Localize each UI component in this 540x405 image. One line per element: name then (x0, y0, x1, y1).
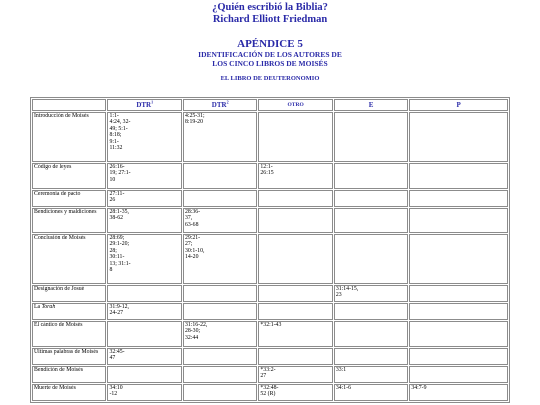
table-row (32, 163, 508, 189)
table-cell: 32:45- 47 (107, 348, 181, 365)
table-cell: 33:1 (334, 366, 408, 383)
table-cell: 28:69; 29:1-20; 28; 30:11- 13; 31:1- 8 (107, 234, 181, 284)
table-cell (258, 303, 332, 320)
table-cell: 34:1-6 (334, 384, 408, 401)
table-cell (258, 285, 332, 302)
table-row (32, 384, 508, 401)
table-cell (183, 190, 257, 207)
table-cell (258, 112, 332, 162)
table-cell (183, 366, 257, 383)
table-cell (334, 208, 408, 233)
document-author: Richard Elliott Friedman (212, 14, 328, 25)
table-cell (183, 384, 257, 401)
column-header-label: OTRO (287, 102, 304, 108)
row-label: La Torah (32, 303, 106, 320)
section-heading: EL LIBRO DE DEUTERONOMIO (220, 75, 320, 82)
row-label: Ceremonia de pacto (32, 190, 106, 207)
table-cell: *32:48- 52 (R) (258, 384, 332, 401)
table-cell (334, 348, 408, 365)
table-cell (107, 285, 181, 302)
appendix-subtitle-line2: LOS CINCO LIBROS DE MOISÉS (212, 59, 328, 68)
table-cell (409, 208, 508, 233)
table-row (32, 348, 508, 365)
column-header (409, 99, 508, 111)
row-label: El cántico de Moisés (32, 321, 106, 347)
table-row (32, 366, 508, 383)
column-header-label: P (456, 101, 461, 109)
table-cell (334, 163, 408, 189)
row-label: Bendiciones y maldiciones (32, 208, 106, 233)
table-row (32, 285, 508, 302)
table-cell: 26:16- 19; 27:1- 10 (107, 163, 181, 189)
table-cell: 29:21- 27; 30:1-10, 14-20 (183, 234, 257, 284)
row-label: Bendición de Moisés (32, 366, 106, 383)
table-cell (183, 163, 257, 189)
column-header (258, 99, 332, 111)
table-cell: 31:9-12, 24-27 (107, 303, 181, 320)
column-header (107, 99, 181, 111)
table-cell (183, 348, 257, 365)
table-cell: *32:1-43 (258, 321, 332, 347)
table-cell (409, 285, 508, 302)
table-row (32, 190, 508, 207)
row-label: Conclusión de Moisés (32, 234, 106, 284)
column-header-superscript: 1 (151, 99, 154, 105)
table-header-row (32, 99, 508, 111)
column-header-label: E (368, 101, 374, 109)
row-label: Código de leyes (32, 163, 106, 189)
table-cell (409, 348, 508, 365)
table-cell: 12:1- 26:15 (258, 163, 332, 189)
column-header (334, 99, 408, 111)
table-cell (107, 366, 181, 383)
appendix-heading: APÉNDICE 5 (237, 38, 303, 50)
table-cell (334, 321, 408, 347)
row-label: Designación de Josué (32, 285, 106, 302)
table-row (32, 234, 508, 284)
table-cell (258, 234, 332, 284)
table-cell: *33:2- 27 (258, 366, 332, 383)
table-cell (334, 112, 408, 162)
table-cell (409, 321, 508, 347)
table-cell (409, 190, 508, 207)
table-cell: 28:1-35, 38-62 (107, 208, 181, 233)
row-label: Introducción de Moisés (32, 112, 106, 162)
table-cell: 1:1- 4:24, 32- 49; 5:1- 8:18; 9:1- 11:32 (107, 112, 181, 162)
column-header (183, 99, 257, 111)
appendix-subtitle-line1: IDENTIFICACIÓN DE LOS AUTORES DE (198, 50, 342, 59)
table-cell (334, 190, 408, 207)
table-cell (409, 303, 508, 320)
column-header (32, 99, 106, 111)
table-row (32, 321, 508, 347)
table-cell (409, 234, 508, 284)
table-row (32, 303, 508, 320)
column-header-superscript: 2 (226, 99, 229, 105)
table-row (32, 208, 508, 233)
authorship-table (30, 97, 510, 403)
table-cell: 27:11- 26 (107, 190, 181, 207)
row-label: Últimas palabras de Moisés (32, 348, 106, 365)
document-title: ¿Quién escribió la Biblia? (212, 2, 328, 13)
table-cell (107, 321, 181, 347)
table-cell: 28:36- 37, 63-68 (183, 208, 257, 233)
table-cell: 31:14-15, 23 (334, 285, 408, 302)
table-cell (334, 234, 408, 284)
table-cell: 31:16-22, 28-30; 32:44 (183, 321, 257, 347)
table-cell: 4:25-31; 8:19-20 (183, 112, 257, 162)
table-cell (409, 163, 508, 189)
table-cell (409, 366, 508, 383)
table-cell (183, 285, 257, 302)
table-cell: 34:10 -12 (107, 384, 181, 401)
table-cell: 34:7-9 (409, 384, 508, 401)
table-cell (409, 112, 508, 162)
table-cell (258, 190, 332, 207)
table-cell (258, 348, 332, 365)
table-cell (334, 303, 408, 320)
table-cell (258, 208, 332, 233)
column-header-label: DTR (136, 101, 152, 109)
row-label: Muerte de Moisés (32, 384, 106, 401)
column-header-label: DTR (211, 101, 227, 109)
table-cell (183, 303, 257, 320)
table-row (32, 112, 508, 162)
